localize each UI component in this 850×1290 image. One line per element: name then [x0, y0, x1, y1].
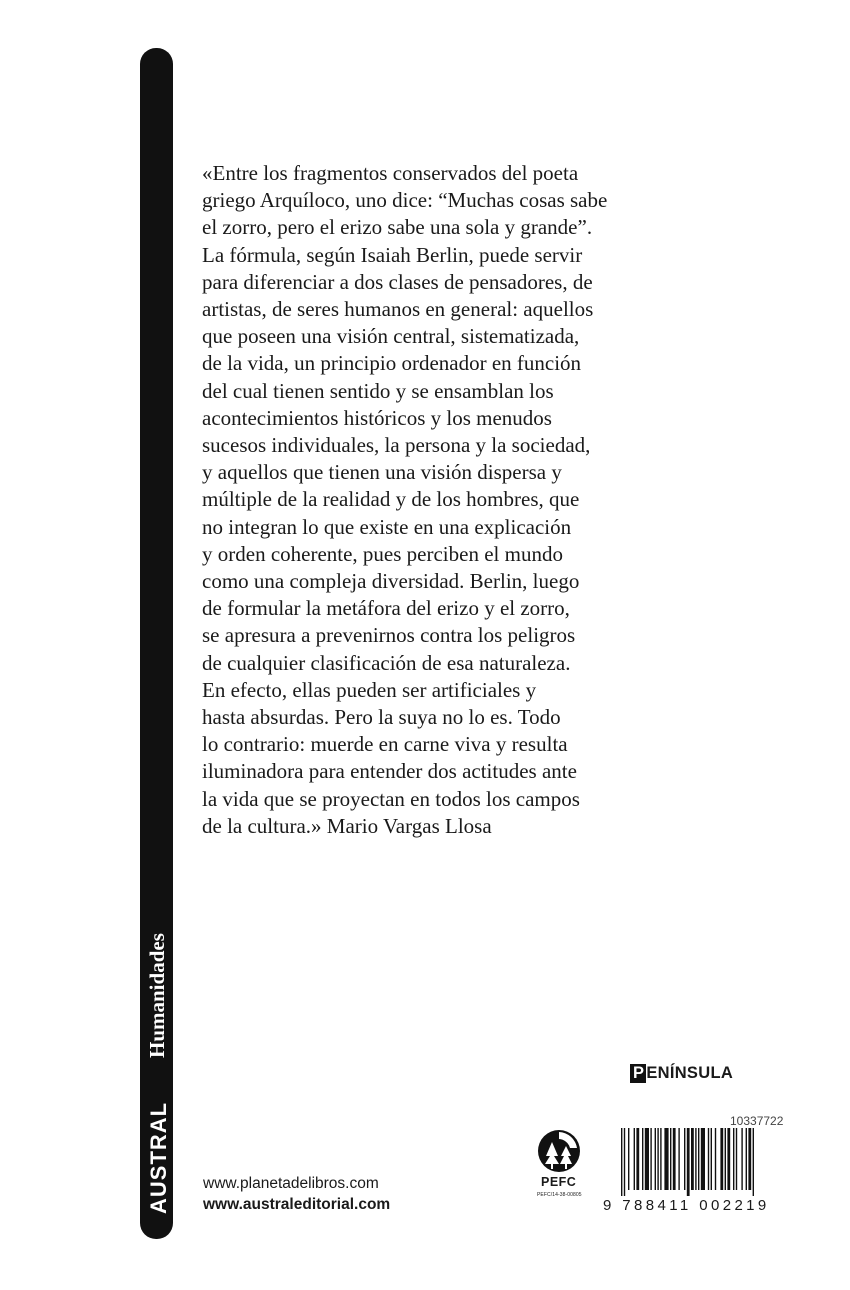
blurb-line: la vida que se proyectan en todos los campos	[202, 786, 580, 811]
pefc-label: PEFC	[541, 1175, 577, 1189]
blurb-line: artistas, de seres humanos en general: aquellos	[202, 297, 594, 322]
planeta-url[interactable]: www.planetadelibros.com	[203, 1175, 379, 1192]
barcode-bar	[748, 1128, 751, 1190]
barcode-bar	[695, 1128, 696, 1190]
isbn-number: 9 788411 002219	[603, 1197, 770, 1214]
barcode-bar	[642, 1128, 643, 1190]
blurb-line: «Entre los fragmentos conservados del poeta	[202, 161, 579, 185]
barcode-bar	[645, 1128, 649, 1190]
blurb-line: no integran lo que existe en una explicación	[202, 514, 572, 539]
blurb-line: de la cultura.» Mario Vargas Llosa	[202, 813, 492, 838]
austral-url[interactable]: www.australeditorial.com	[203, 1196, 391, 1213]
isbn-barcode	[621, 1128, 782, 1196]
blurb-line: lo contrario: muerde en carne viva y resulta	[202, 732, 568, 757]
barcode-bar	[715, 1128, 716, 1190]
barcode-bar	[657, 1128, 658, 1190]
blurb-line: hasta absurdas. Pero la suya no lo es. Todo	[202, 705, 561, 730]
barcode-bar	[660, 1128, 661, 1190]
barcode-bar	[628, 1128, 629, 1190]
barcode-bar	[753, 1128, 754, 1196]
series-logo: AUSTRAL	[146, 1101, 171, 1214]
barcode-bar	[727, 1128, 730, 1190]
publisher-logo-rest: ENÍNSULA	[646, 1064, 734, 1082]
barcode-bar	[621, 1128, 622, 1196]
blurb-line: se apresura a prevenirnos contra los peligros	[202, 623, 576, 648]
blurb-line: múltiple de la realidad y de los hombres, que	[202, 487, 580, 512]
blurb-line: de cualquier clasificación de esa naturaleza.	[202, 650, 571, 675]
barcode-bar	[711, 1128, 712, 1190]
barcode-bar	[691, 1128, 694, 1190]
blurb-line: y orden coherente, pues perciben el mundo	[202, 541, 563, 566]
blurb-line: sucesos individuales, la persona y la sociedad,	[202, 433, 591, 458]
barcode-bar	[664, 1128, 668, 1190]
barcode-bar	[684, 1128, 685, 1190]
spine-bar	[140, 48, 173, 1239]
barcode-bar	[746, 1128, 747, 1190]
barcode-bar	[673, 1128, 676, 1190]
barcode-bar	[725, 1128, 726, 1190]
website-links	[203, 1173, 390, 1215]
back-cover-blurb	[202, 160, 662, 840]
pefc-code: PEFC/14-38-00805	[537, 1192, 582, 1198]
blurb-line: del cual tienen sentido y se ensamblan los	[202, 378, 554, 403]
barcode-bar	[733, 1128, 734, 1190]
blurb-line: el zorro, pero el erizo sabe una sola y grande”.	[202, 215, 593, 240]
publisher-logo	[630, 1064, 733, 1083]
blurb-line: En efecto, ellas pueden ser artificiales y	[202, 677, 537, 702]
barcode-bar	[698, 1128, 699, 1190]
product-code: 10337722	[730, 1114, 784, 1128]
blurb-line: como una compleja diversidad. Berlin, luego	[202, 569, 580, 594]
publisher-logo-initial: P	[630, 1064, 646, 1083]
collection-label: Humanidades	[145, 933, 169, 1058]
barcode-bar	[655, 1128, 656, 1190]
blurb-line: de formular la metáfora del erizo y el zorro,	[202, 596, 570, 621]
barcode-bar	[624, 1128, 625, 1196]
blurb-line: para diferenciar a dos clases de pensadores, de	[202, 269, 593, 294]
barcode-bar	[708, 1128, 709, 1190]
barcode-bar	[736, 1128, 737, 1190]
blurb-line: de la vida, un principio ordenador en función	[202, 351, 582, 376]
barcode-bar	[720, 1128, 723, 1190]
blurb-line: que poseen una visión central, sistematizada,	[202, 324, 580, 349]
blurb-line: acontecimientos históricos y los menudos	[202, 405, 552, 430]
barcode-bar	[741, 1128, 742, 1190]
pefc-tree-icon	[536, 1128, 582, 1174]
barcode-bar	[650, 1128, 651, 1190]
barcode-bar	[678, 1128, 679, 1190]
barcode-bar	[636, 1128, 639, 1190]
blurb-line: griego Arquíloco, uno dice: “Muchas cosas sabe	[202, 188, 608, 213]
blurb-line: iluminadora para entender dos actitudes ante	[202, 759, 577, 784]
barcode-bar	[687, 1128, 690, 1196]
barcode-bar	[701, 1128, 705, 1190]
barcode-bar	[634, 1128, 635, 1190]
barcode-bar	[670, 1128, 671, 1190]
blurb-line: La fórmula, según Isaiah Berlin, puede servir	[202, 242, 583, 267]
blurb-line: y aquellos que tienen una visión dispersa y	[202, 460, 562, 485]
